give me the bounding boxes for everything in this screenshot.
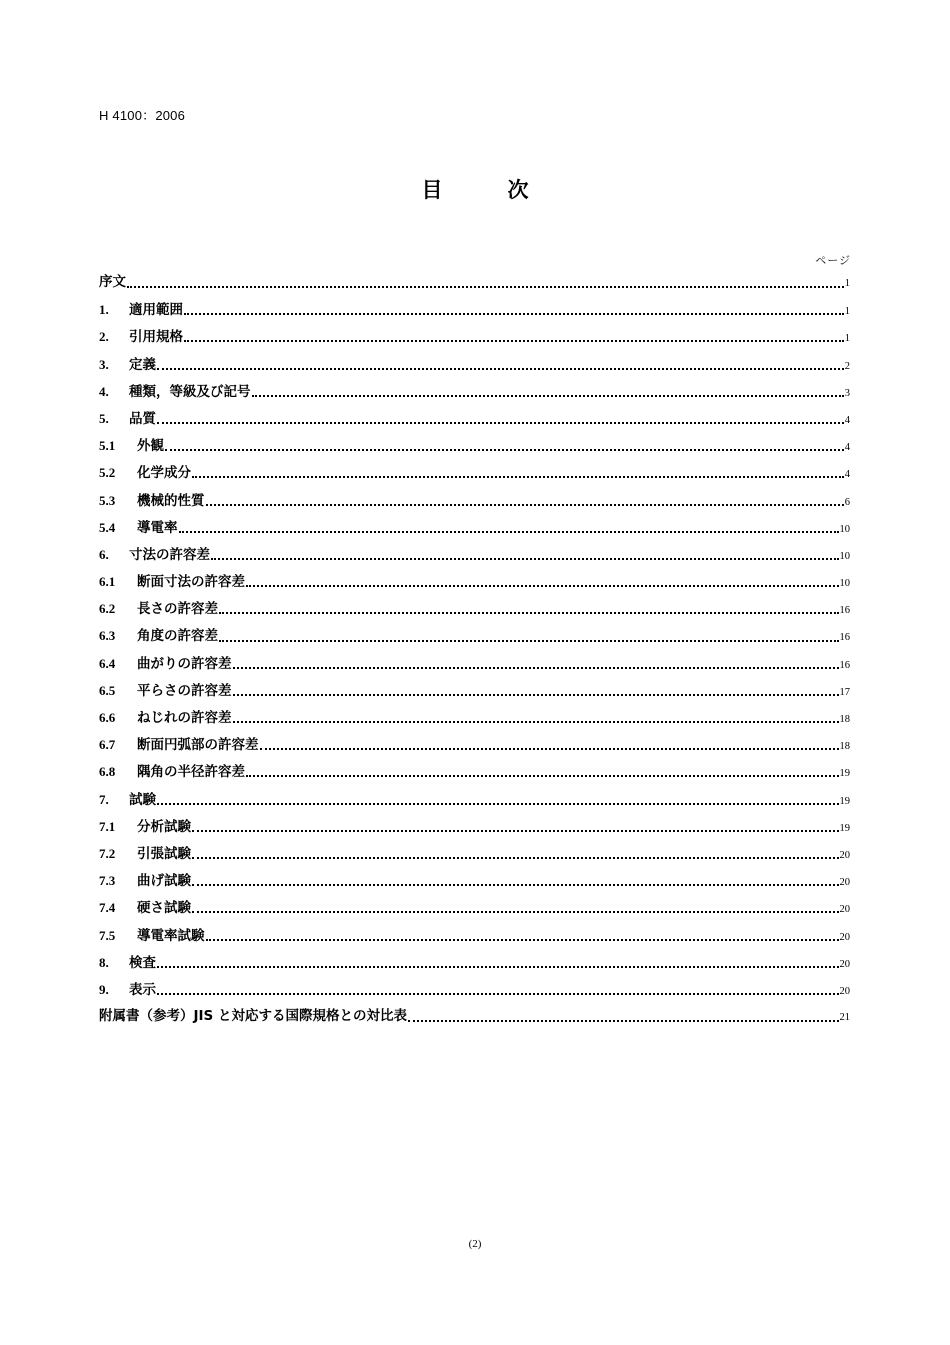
toc-entry-page: 16	[839, 605, 850, 617]
toc-entry-title: 種類，等級及び記号	[129, 383, 251, 400]
toc-entry[interactable]	[99, 976, 850, 1003]
toc-entry[interactable]	[99, 894, 850, 921]
toc-entry[interactable]	[99, 922, 850, 949]
toc-entry-title: 定義	[129, 356, 156, 373]
toc-entry-page: 2	[844, 360, 850, 372]
dot-leader	[184, 339, 844, 342]
toc-entry-page: 20	[839, 985, 850, 997]
toc-entry[interactable]	[99, 514, 850, 541]
toc-entry-number: 6.	[99, 546, 109, 562]
dot-leader	[233, 720, 839, 723]
toc-entry-page: 3	[844, 387, 850, 399]
toc-entry[interactable]	[99, 351, 850, 378]
toc-entry-number: 9.	[99, 981, 109, 997]
dot-leader	[192, 883, 839, 886]
document-number: H 4100：2006	[99, 108, 186, 123]
toc-entry[interactable]	[99, 595, 850, 622]
toc-entry-number: 5.4	[99, 519, 116, 535]
toc-entry-number: 6.5	[99, 682, 116, 698]
toc-entry[interactable]	[99, 867, 850, 894]
toc-entry-title: 長さの許容差	[137, 601, 218, 618]
dot-leader	[157, 421, 844, 424]
toc-entry-title: ねじれの許容差	[137, 710, 232, 726]
dot-leader	[192, 856, 839, 859]
toc-entry-title: 角度の許容差	[137, 628, 218, 645]
toc-entry-number: 1.	[99, 302, 109, 318]
toc-entry-page: 17	[839, 686, 850, 698]
toc-entry-title: 分析試験	[137, 818, 191, 835]
toc-entry-title: 導電率	[137, 519, 178, 536]
dot-leader	[233, 693, 839, 696]
toc-entry-page: 4	[844, 414, 850, 426]
toc-entry-title: 曲げ試験	[137, 873, 191, 890]
dot-leader	[157, 965, 839, 968]
toc-entry-number: 5.3	[99, 492, 116, 508]
toc-entry-number: 7.4	[99, 900, 116, 916]
toc-entry-number: 7.2	[99, 845, 116, 861]
toc-entry-title: 表示	[129, 981, 156, 998]
toc-entry[interactable]	[99, 296, 850, 323]
dot-leader	[260, 747, 839, 750]
toc-entry-title: 検査	[129, 954, 156, 971]
toc-entry-number: 6.6	[99, 710, 116, 725]
toc-entry-number: 6.3	[99, 628, 116, 644]
toc-entry-page: 20	[839, 958, 850, 970]
toc-entry-title: 外観	[137, 438, 164, 455]
dot-leader	[233, 666, 839, 669]
toc-entry-page: 1	[844, 278, 850, 289]
toc-entry-title: 引用規格	[129, 329, 183, 346]
toc-entry-title: 断面寸法の許容差	[137, 574, 245, 591]
toc-entry-page: 19	[839, 822, 850, 834]
toc-entry-page: 10	[839, 550, 850, 562]
table-of-contents	[99, 269, 850, 1030]
toc-entry-number: 7.5	[99, 927, 116, 943]
toc-entry-page: 1	[844, 333, 850, 345]
toc-entry-number: 3.	[99, 356, 109, 372]
toc-entry-number: 5.2	[99, 465, 116, 481]
dot-leader	[165, 448, 844, 451]
toc-entry-number: 6.2	[99, 601, 116, 617]
toc-entry-title: 附属書（参考）JIS と対応する国際規格との対比表	[99, 1008, 407, 1025]
toc-entry-number: 6.1	[99, 574, 116, 590]
toc-entry-page: 16	[839, 659, 850, 671]
toc-entry[interactable]	[99, 378, 850, 405]
toc-entry[interactable]	[99, 813, 850, 840]
toc-entry-page: 20	[839, 849, 850, 861]
dot-leader	[157, 802, 839, 805]
toc-entry-page: 18	[839, 714, 850, 725]
toc-entry-number: 7.3	[99, 873, 116, 889]
toc-entry-page: 1	[844, 306, 850, 318]
dot-leader	[184, 312, 844, 315]
dot-leader	[192, 910, 839, 913]
dot-leader	[246, 584, 839, 587]
dot-leader	[408, 1019, 839, 1022]
dot-leader	[211, 557, 839, 560]
toc-entry-number: 8.	[99, 954, 109, 970]
dot-leader	[179, 530, 839, 533]
dot-leader	[157, 992, 839, 995]
toc-entry-page: 4	[844, 469, 850, 481]
toc-entry-page: 20	[839, 904, 850, 916]
dot-leader	[192, 475, 844, 478]
toc-entry-title: 化学成分	[137, 465, 191, 482]
toc-entry-page: 20	[839, 931, 850, 943]
toc-entry-number: 2.	[99, 329, 109, 345]
page-column-label: ページ	[815, 254, 851, 267]
toc-entry-number: 7.	[99, 791, 109, 807]
toc-entry[interactable]	[99, 568, 850, 595]
toc-entry-page: 20	[839, 877, 850, 889]
toc-entry-title: 適用範囲	[129, 302, 183, 319]
toc-entry-page: 21	[839, 1012, 850, 1024]
toc-entry-title: 曲がりの許容差	[137, 655, 232, 672]
toc-entry-number: 6.4	[99, 655, 116, 671]
toc-entry-number: 6.8	[99, 764, 116, 780]
toc-entry-number: 5.1	[99, 438, 116, 454]
toc-entry-title: 引張試験	[137, 845, 191, 862]
toc-entry-page: 10	[839, 578, 850, 590]
toc-entry-title: 硬さ試験	[137, 900, 191, 917]
toc-entry-number: 5.	[99, 410, 109, 426]
toc-entry[interactable]	[99, 650, 850, 677]
toc-entry[interactable]	[99, 405, 850, 432]
toc-entry[interactable]	[99, 323, 850, 350]
toc-entry[interactable]	[99, 541, 850, 568]
toc-entry-title: 序文	[99, 274, 126, 290]
dot-leader	[127, 285, 844, 288]
toc-entry-page: 19	[839, 768, 850, 780]
toc-entry-title: 寸法の許容差	[129, 546, 210, 563]
toc-entry-title: 平らさの許容差	[137, 682, 232, 699]
dot-leader	[206, 938, 839, 941]
toc-entry-title: 導電率試験	[137, 927, 205, 944]
toc-entry[interactable]	[99, 731, 850, 758]
toc-entry-title: 機械的性質	[137, 492, 205, 509]
dot-leader	[206, 503, 844, 506]
toc-entry[interactable]	[99, 786, 850, 813]
toc-entry[interactable]	[99, 704, 850, 731]
dot-leader	[219, 611, 839, 614]
toc-entry-number: 4.	[99, 383, 109, 399]
toc-entry-page: 19	[839, 795, 850, 807]
toc-entry-title: 断面円弧部の許容差	[137, 737, 259, 754]
toc-entry[interactable]	[99, 459, 850, 486]
toc-entry-page: 16	[839, 632, 850, 644]
dot-leader	[219, 639, 839, 642]
dot-leader	[192, 829, 839, 832]
page-title: 目 次	[421, 178, 551, 202]
toc-entry-title: 品質	[129, 410, 156, 427]
toc-entry[interactable]	[99, 758, 850, 785]
toc-entry[interactable]	[99, 487, 850, 514]
toc-entry-title: 隅角の半径許容差	[137, 764, 245, 781]
toc-entry-page: 10	[839, 523, 850, 535]
toc-entry-title: 試験	[129, 791, 156, 808]
dot-leader	[246, 774, 839, 777]
toc-entry[interactable]	[99, 949, 850, 976]
toc-entry[interactable]	[99, 840, 850, 867]
footer-page-number: (2)	[468, 1238, 482, 1250]
toc-entry[interactable]	[99, 1003, 850, 1030]
toc-entry-number: 6.7	[99, 737, 116, 753]
toc-entry[interactable]	[99, 622, 850, 649]
toc-entry-number: 7.1	[99, 818, 116, 834]
toc-entry-page: 4	[844, 442, 850, 454]
toc-entry-page: 6	[844, 496, 850, 508]
toc-entry-page: 18	[839, 741, 850, 753]
toc-entry[interactable]	[99, 269, 850, 296]
toc-entry[interactable]	[99, 677, 850, 704]
dot-leader	[157, 367, 844, 370]
dot-leader	[252, 394, 844, 397]
toc-entry[interactable]	[99, 432, 850, 459]
